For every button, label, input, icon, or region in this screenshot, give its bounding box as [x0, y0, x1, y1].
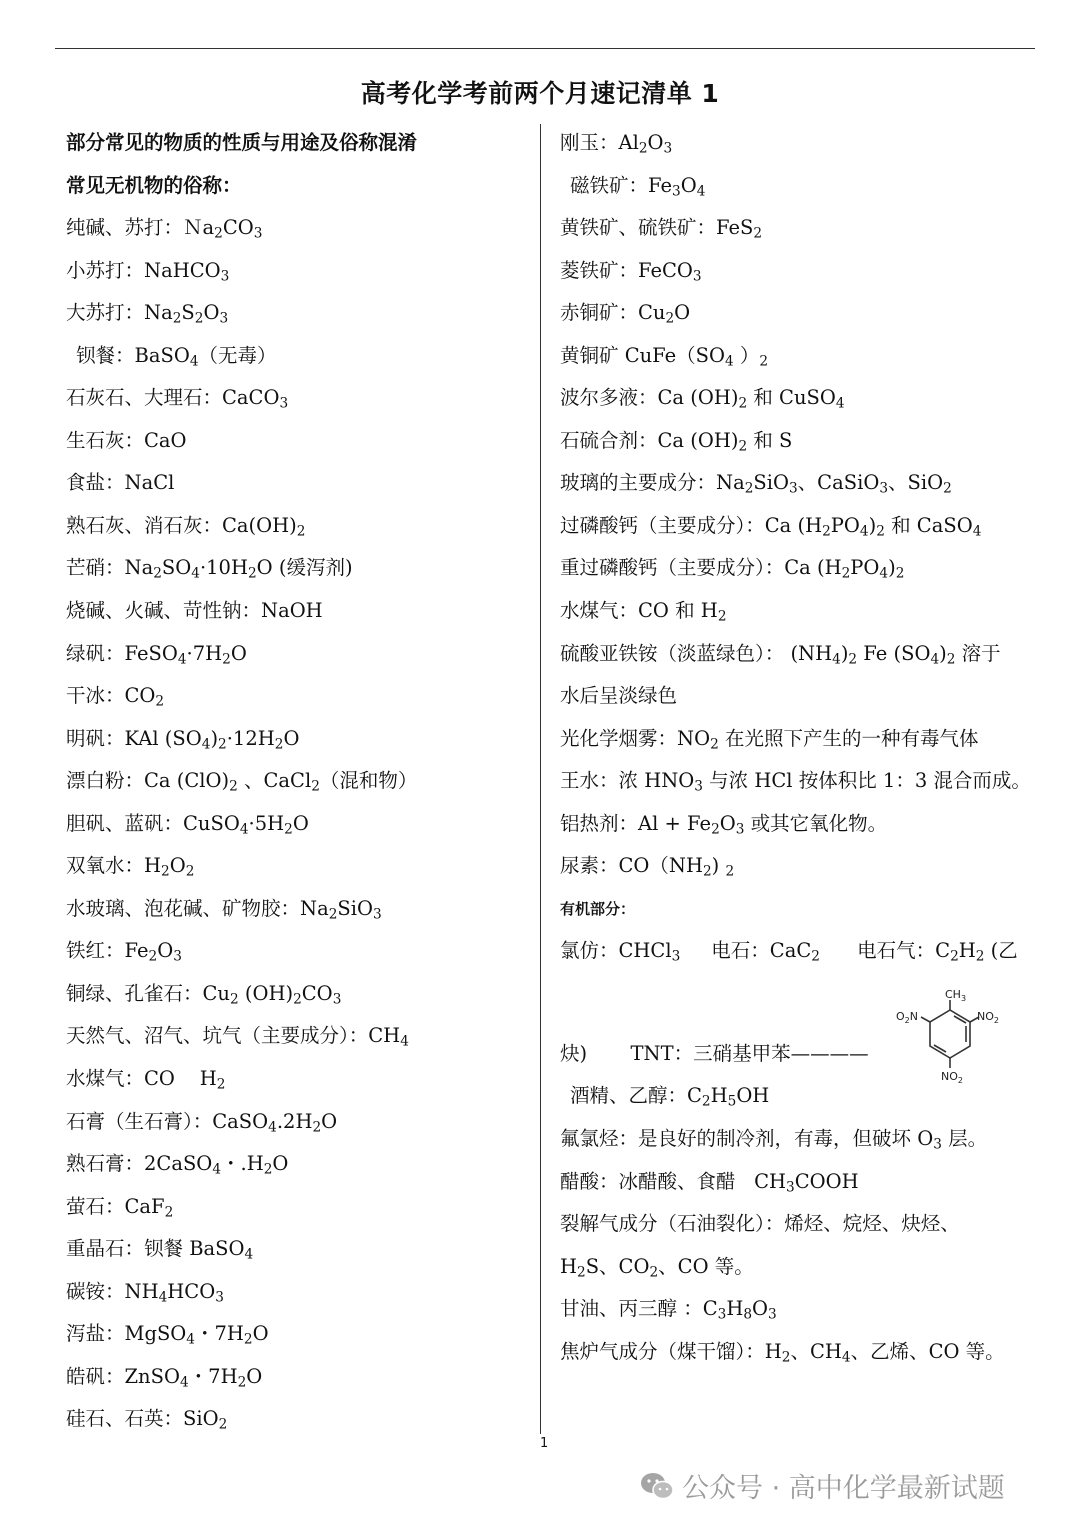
list-item: 裂解气成分（石油裂化）：烯烃、烷烃、炔烃、 [560, 1212, 960, 1236]
list-item: 食盐：NaCl [66, 471, 175, 495]
list-item: 大苏打：$Na_2S_2O_3$ [66, 301, 229, 327]
list-item: 刚玉：$Al_2O_3$ [560, 131, 673, 157]
list-item: 过磷酸钙（主要成分）：Ca $(H_2PO_4)_2$ 和 CaSO$_4$ [560, 513, 982, 540]
tnt-ch3-label: $CH_3$ [945, 988, 967, 1003]
list-item: 甘油、丙三醇 ：$C_3H_8O_3$ [560, 1297, 777, 1323]
list-item: 碳铵：$NH_4HCO_3$ [66, 1279, 224, 1306]
list-item: 重过磷酸钙（主要成分）：Ca $(H_2PO_4)_2$ [560, 556, 905, 582]
list-item: 黄铁矿、硫铁矿：FeS$_2$ [560, 216, 763, 242]
section-heading: 有机部分： [560, 899, 636, 918]
list-item: 纯碱、苏打：$Na_2CO_3$ [66, 216, 263, 242]
list-item: 皓矾：ZnSO$_4$・$7H_2O$ [66, 1364, 263, 1391]
list-item: 水后呈淡绿色 [560, 684, 678, 708]
list-item: 石灰石、大理石：CaCO$_3$ [66, 386, 289, 412]
list-item: 尿素：$CO(NH_2)$ $_2$ [560, 854, 735, 880]
list-item: 水煤气：CO 和 $H_2$ [560, 599, 727, 625]
list-item: 焦炉气成分（煤干馏）：$H_2$、$CH_4$、乙烯、CO 等。 [560, 1339, 1005, 1366]
list-item: 钡餐：BaSO$_4$（无毒） [76, 343, 277, 370]
list-item: 熟石膏：2CaSO$_4$・$.H_2O$ [66, 1152, 289, 1178]
list-item: 明矾：KAl $(SO_4)_2\cdot 12H_2O$ [66, 726, 300, 753]
list-item: 王水：浓 $HNO_3$ 与浓 HCl 按体积比 1：3 混合而成。 [560, 769, 1031, 795]
list-item: 铁红：$Fe_2O_3$ [66, 939, 182, 965]
list-item: 胆矾、蓝矾：$CuSO_4\cdot 5H_2O$ [66, 811, 309, 838]
list-item: 双氧水：$H_2O_2$ [66, 854, 195, 880]
list-item: 赤铜矿：$Cu_2O$ [560, 301, 691, 327]
column-divider [540, 124, 541, 1434]
list-item: 重晶石：钡餐 BaSO$_4$ [66, 1237, 254, 1263]
tnt-no2-bottom-label: $NO_2$ [941, 1070, 963, 1085]
list-item: 氯仿：CHCl$_3$ 电石：CaC$_2$ 电石气：$C_2H_2$ (乙 [560, 939, 1018, 965]
list-item: 烧碱、火碱、苛性钠：NaOH [66, 599, 323, 623]
list-item: 天然气、沼气、坑气（主要成分）：$CH_4$ [66, 1024, 409, 1050]
list-item: 菱铁矿：FeCO$_3$ [560, 258, 702, 285]
page-title: 高考化学考前两个月速记清单 1 [360, 79, 720, 108]
list-item: 铜绿、孔雀石：$Cu_2$ $(OH)_2CO_3$ [66, 981, 342, 1008]
page-number: 1 [540, 1436, 549, 1451]
list-item: 漂白粉：Ca $(ClO)_2$ 、CaCl$_2$（混和物） [66, 769, 418, 795]
list-item: 小苏打：NaHCO$_3$ [66, 258, 230, 285]
list-item: 酒精、乙醇：$C_2H_5OH$ [570, 1084, 770, 1110]
list-item: 磁铁矿：$Fe_3O_4$ [570, 173, 706, 199]
tnt-no2-right-label: $NO_2$ [977, 1010, 999, 1025]
list-item: 萤石：CaF$_2$ [66, 1194, 174, 1221]
list-item: 水煤气：CO $H_2$ [66, 1067, 226, 1093]
section-heading: 常见无机物的俗称： [66, 173, 242, 197]
list-item: 泻盐：MgSO$_4$・$7H_2O$ [66, 1322, 269, 1348]
watermark-text: 公众号 · 高中化学最新试题 [682, 1473, 1005, 1504]
section-heading: 部分常见的物质的性质与用途及俗称混淆 [66, 131, 418, 154]
tnt-line: 炔) TNT：三硝基甲苯———— [560, 1041, 869, 1065]
list-item: 玻璃的主要成分：$Na_2SiO_3$、CaSiO$_3$、SiO$_2$ [560, 471, 952, 497]
list-item: 光化学烟雾：$NO_2$ 在光照下产生的一种有毒气体 [560, 726, 979, 753]
list-item: 熟石灰、消石灰：$Ca(OH)_2$ [66, 513, 306, 540]
list-item: 硫酸亚铁铵（淡蓝绿色）： $(NH_4)_2$ Fe $(SO_4)_2$ 溶于 [560, 641, 1001, 667]
list-item: 波尔多液：Ca $(OH)_2$ 和 CuSO$_4$ [560, 386, 845, 412]
list-item: 醋酸：冰醋酸、食醋 $CH_3COOH$ [560, 1169, 859, 1195]
right-column [560, 122, 1030, 1373]
watermark [640, 1466, 1005, 1505]
list-item: 硅石、石英：SiO$_2$ [66, 1407, 228, 1433]
list-item: 铝热剂：$Al + Fe_2O_3$ 或其它氧化物。 [560, 811, 888, 838]
list-item: 芒硝：$Na_2SO_4\cdot 10H_2O$ (缓泻剂) [66, 556, 353, 582]
list-item: 绿矾：$FeSO_4\cdot 7H_2O$ [66, 641, 247, 667]
top-rule [55, 48, 1035, 49]
list-item: 石硫合剂：Ca $(OH)_2$ 和 S [560, 428, 793, 455]
left-column [66, 122, 526, 1441]
list-item: 生石灰：CaO [66, 428, 187, 452]
list-item: 氟氯烃：是良好的制冷剂，有毒，但破坏 $O_3$ 层。 [560, 1127, 988, 1153]
list-item: 石膏（生石膏）：$CaSO_4.2H_2O$ [66, 1109, 338, 1135]
list-item: 黄铜矿 $CuFe(SO_4$ ）$_2$ [560, 343, 769, 370]
wechat-icon [640, 1471, 674, 1501]
list-item: 干冰：$CO_2$ [66, 684, 165, 710]
tnt-no2-left-label: $O_2N$ [896, 1010, 918, 1025]
tnt-structure-diagram [895, 988, 1005, 1088]
list-item: $H_2S$、$CO_2$、CO 等。 [560, 1254, 754, 1281]
list-item: 水玻璃、泡花碱、矿物胶：$Na_2SiO_3$ [66, 896, 382, 923]
